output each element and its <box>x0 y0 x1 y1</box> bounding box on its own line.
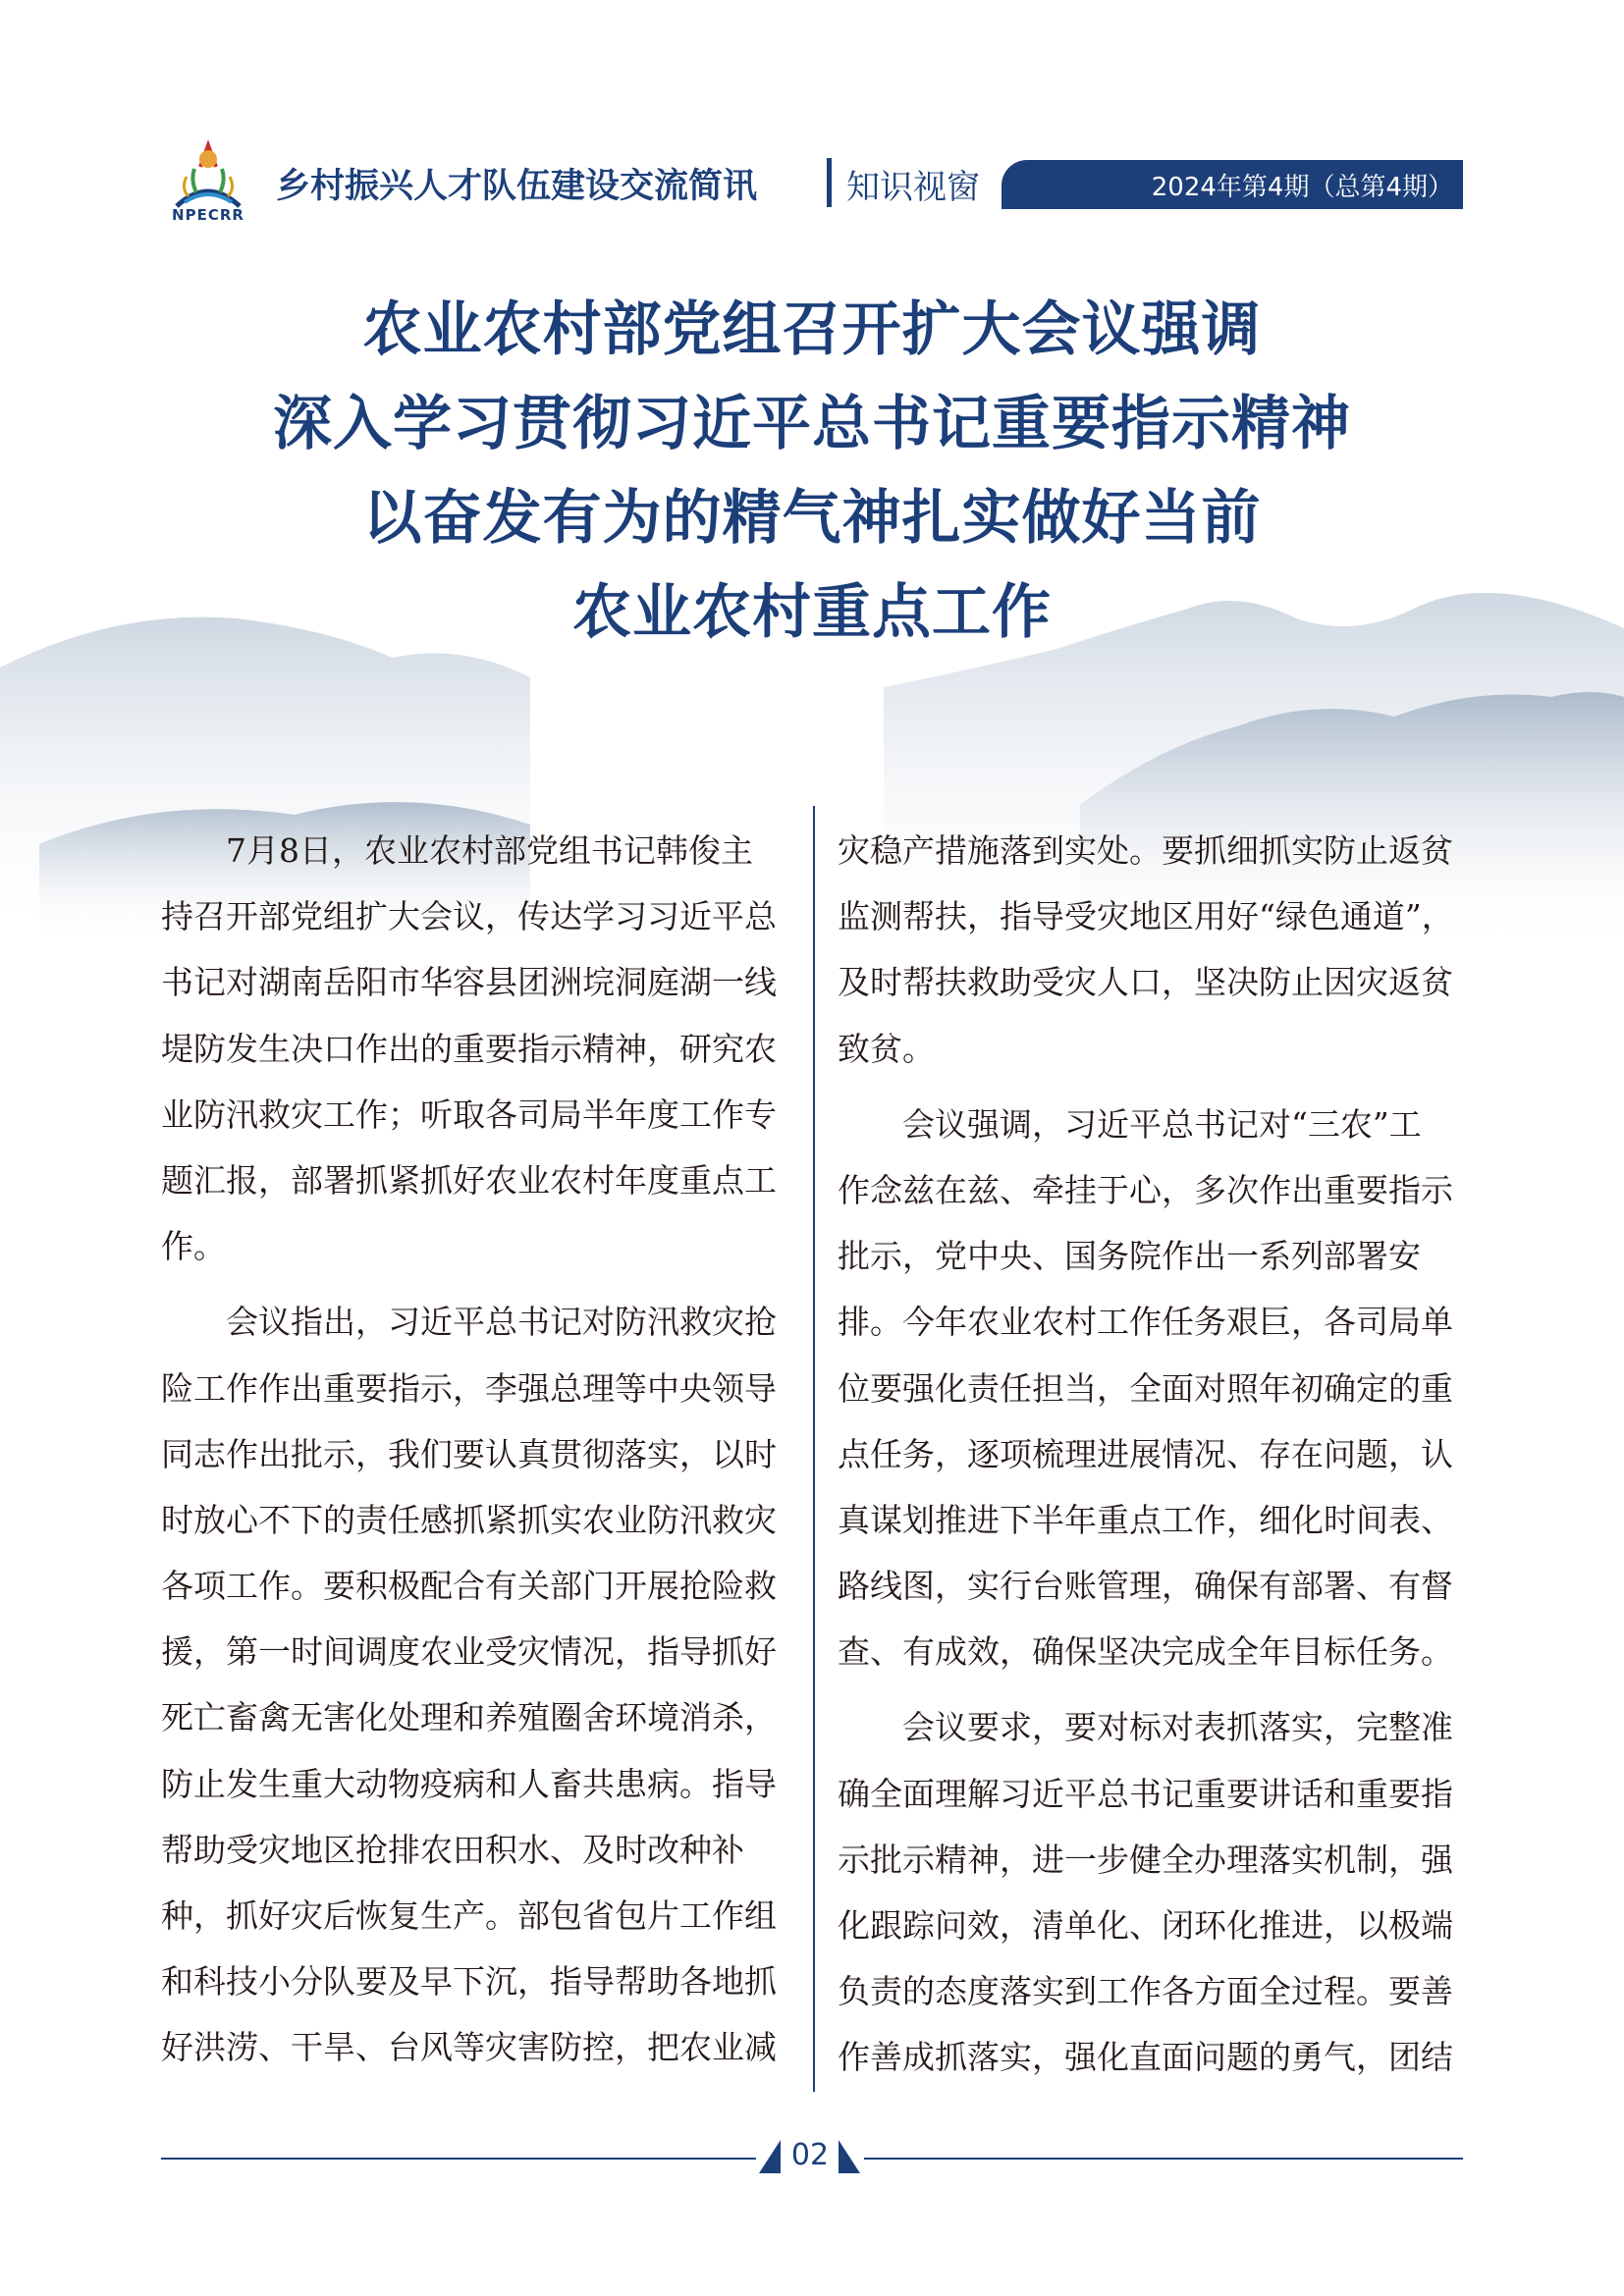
body-line: 险工作作出重要指示，李强总理等中央领导 <box>161 1368 777 1408</box>
article-title <box>0 283 1624 660</box>
body-line: 负责的态度落实到工作各方面全过程。要善 <box>838 1972 1453 2011</box>
title-line: 以奋发有为的精气神扎实做好当前 <box>362 484 1262 553</box>
page-number: 02 <box>790 2138 830 2172</box>
body-line: 防止发生重大动物疫病和人畜共患病。指导 <box>161 1764 777 1803</box>
body-line: 援，第一时间调度农业受灾情况，指导抓好 <box>161 1632 777 1672</box>
body-line: 种，抓好灾后恢复生产。部包省包片工作组 <box>161 1896 777 1935</box>
body-line: 确全面理解习近平总书记重要讲话和重要指 <box>838 1774 1453 1813</box>
body-column-right <box>838 818 1466 2091</box>
body-line: 批示，党中央、国务院作出一系列部署安 <box>838 1237 1421 1276</box>
body-line: 好洪涝、干旱、台风等灾害防控，把农业减 <box>161 2028 777 2067</box>
body-line: 各项工作。要积极配合有关部门开展抢险救 <box>161 1567 777 1606</box>
body-line: 7月8日，农业农村部党组书记韩俊主 <box>161 831 753 870</box>
body-line: 位要强化责任担当，全面对照年初确定的重 <box>838 1368 1453 1408</box>
body-line: 同志作出批示，我们要认真贯彻落实，以时 <box>161 1434 777 1473</box>
column-divider <box>813 806 815 2092</box>
body-line: 作善成抓落实，强化直面问题的勇气，团结 <box>838 2038 1453 2077</box>
body-line: 化跟踪问效，清单化、闭环化推进，以极端 <box>838 1906 1453 1945</box>
body-line: 致贫。 <box>838 1029 935 1068</box>
body-line: 监测帮扶，指导受灾地区用好“绿色通道”， <box>838 897 1454 936</box>
body-line: 排。今年农业农村工作任务艰巨，各司局单 <box>838 1303 1453 1342</box>
body-line: 路线图，实行台账管理，确保有部署、有督 <box>838 1567 1453 1606</box>
body-line: 和科技小分队要及早下沉，指导帮助各地抓 <box>161 1962 777 2002</box>
body-line: 题汇报，部署抓紧抓好农业农村年度重点工 <box>161 1160 777 1200</box>
body-line: 会议指出，习近平总书记对防汛救灾抢 <box>161 1303 777 1342</box>
body-line: 死亡畜禽无害化处理和养殖圈舍环境消杀， <box>161 1698 777 1737</box>
issue-label: 2024年第4期（总第4期） <box>1151 173 1453 202</box>
body-line: 业防汛救灾工作；听取各司局半年度工作专 <box>161 1095 777 1134</box>
body-line: 时放心不下的责任感抓紧抓实农业防汛救灾 <box>161 1500 777 1539</box>
section-name: 知识视窗 <box>846 168 980 207</box>
body-line: 持召开部党组扩大会议，传达学习习近平总 <box>161 897 777 936</box>
body-line: 点任务，逐项梳理进展情况、存在问题，认 <box>838 1434 1453 1473</box>
title-line: 农业农村重点工作 <box>572 578 1052 647</box>
body-line: 及时帮扶救助受灾人口，坚决防止因灾返贫 <box>838 963 1453 1002</box>
body-line: 堤防发生决口作出的重要指示精神，研究农 <box>161 1029 777 1068</box>
body-line: 真谋划推进下半年重点工作，细化时间表、 <box>838 1500 1453 1539</box>
body-line: 示批示精神，进一步健全办理落实机制，强 <box>838 1840 1453 1879</box>
logo-text: NPECRR <box>172 206 244 224</box>
body-line: 查、有成效，确保坚决完成全年目标任务。 <box>838 1632 1453 1672</box>
body-line: 书记对湖南岳阳市华容县团洲垸洞庭湖一线 <box>161 963 777 1002</box>
title-line: 深入学习贯彻习近平总书记重要指示精神 <box>273 390 1351 458</box>
body-line: 帮助受灾地区抢排农田积水、及时改种补 <box>161 1830 744 1869</box>
body-line: 灾稳产措施落到实处。要抓细抓实防止返贫 <box>838 831 1453 870</box>
body-line: 会议强调，习近平总书记对“三农”工 <box>838 1104 1422 1144</box>
header-divider <box>827 158 832 207</box>
body-line: 会议要求，要对标对表抓落实，完整准 <box>838 1708 1453 1747</box>
body-line: 作。 <box>161 1227 226 1266</box>
journal-title: 乡村振兴人才队伍建设交流简讯 <box>276 167 758 206</box>
title-line: 农业农村部党组召开扩大会议强调 <box>362 295 1262 364</box>
body-line: 作念兹在兹、牵挂于心，多次作出重要指示 <box>838 1170 1453 1209</box>
body-column-left <box>161 818 789 2081</box>
journal-logo <box>157 137 259 240</box>
